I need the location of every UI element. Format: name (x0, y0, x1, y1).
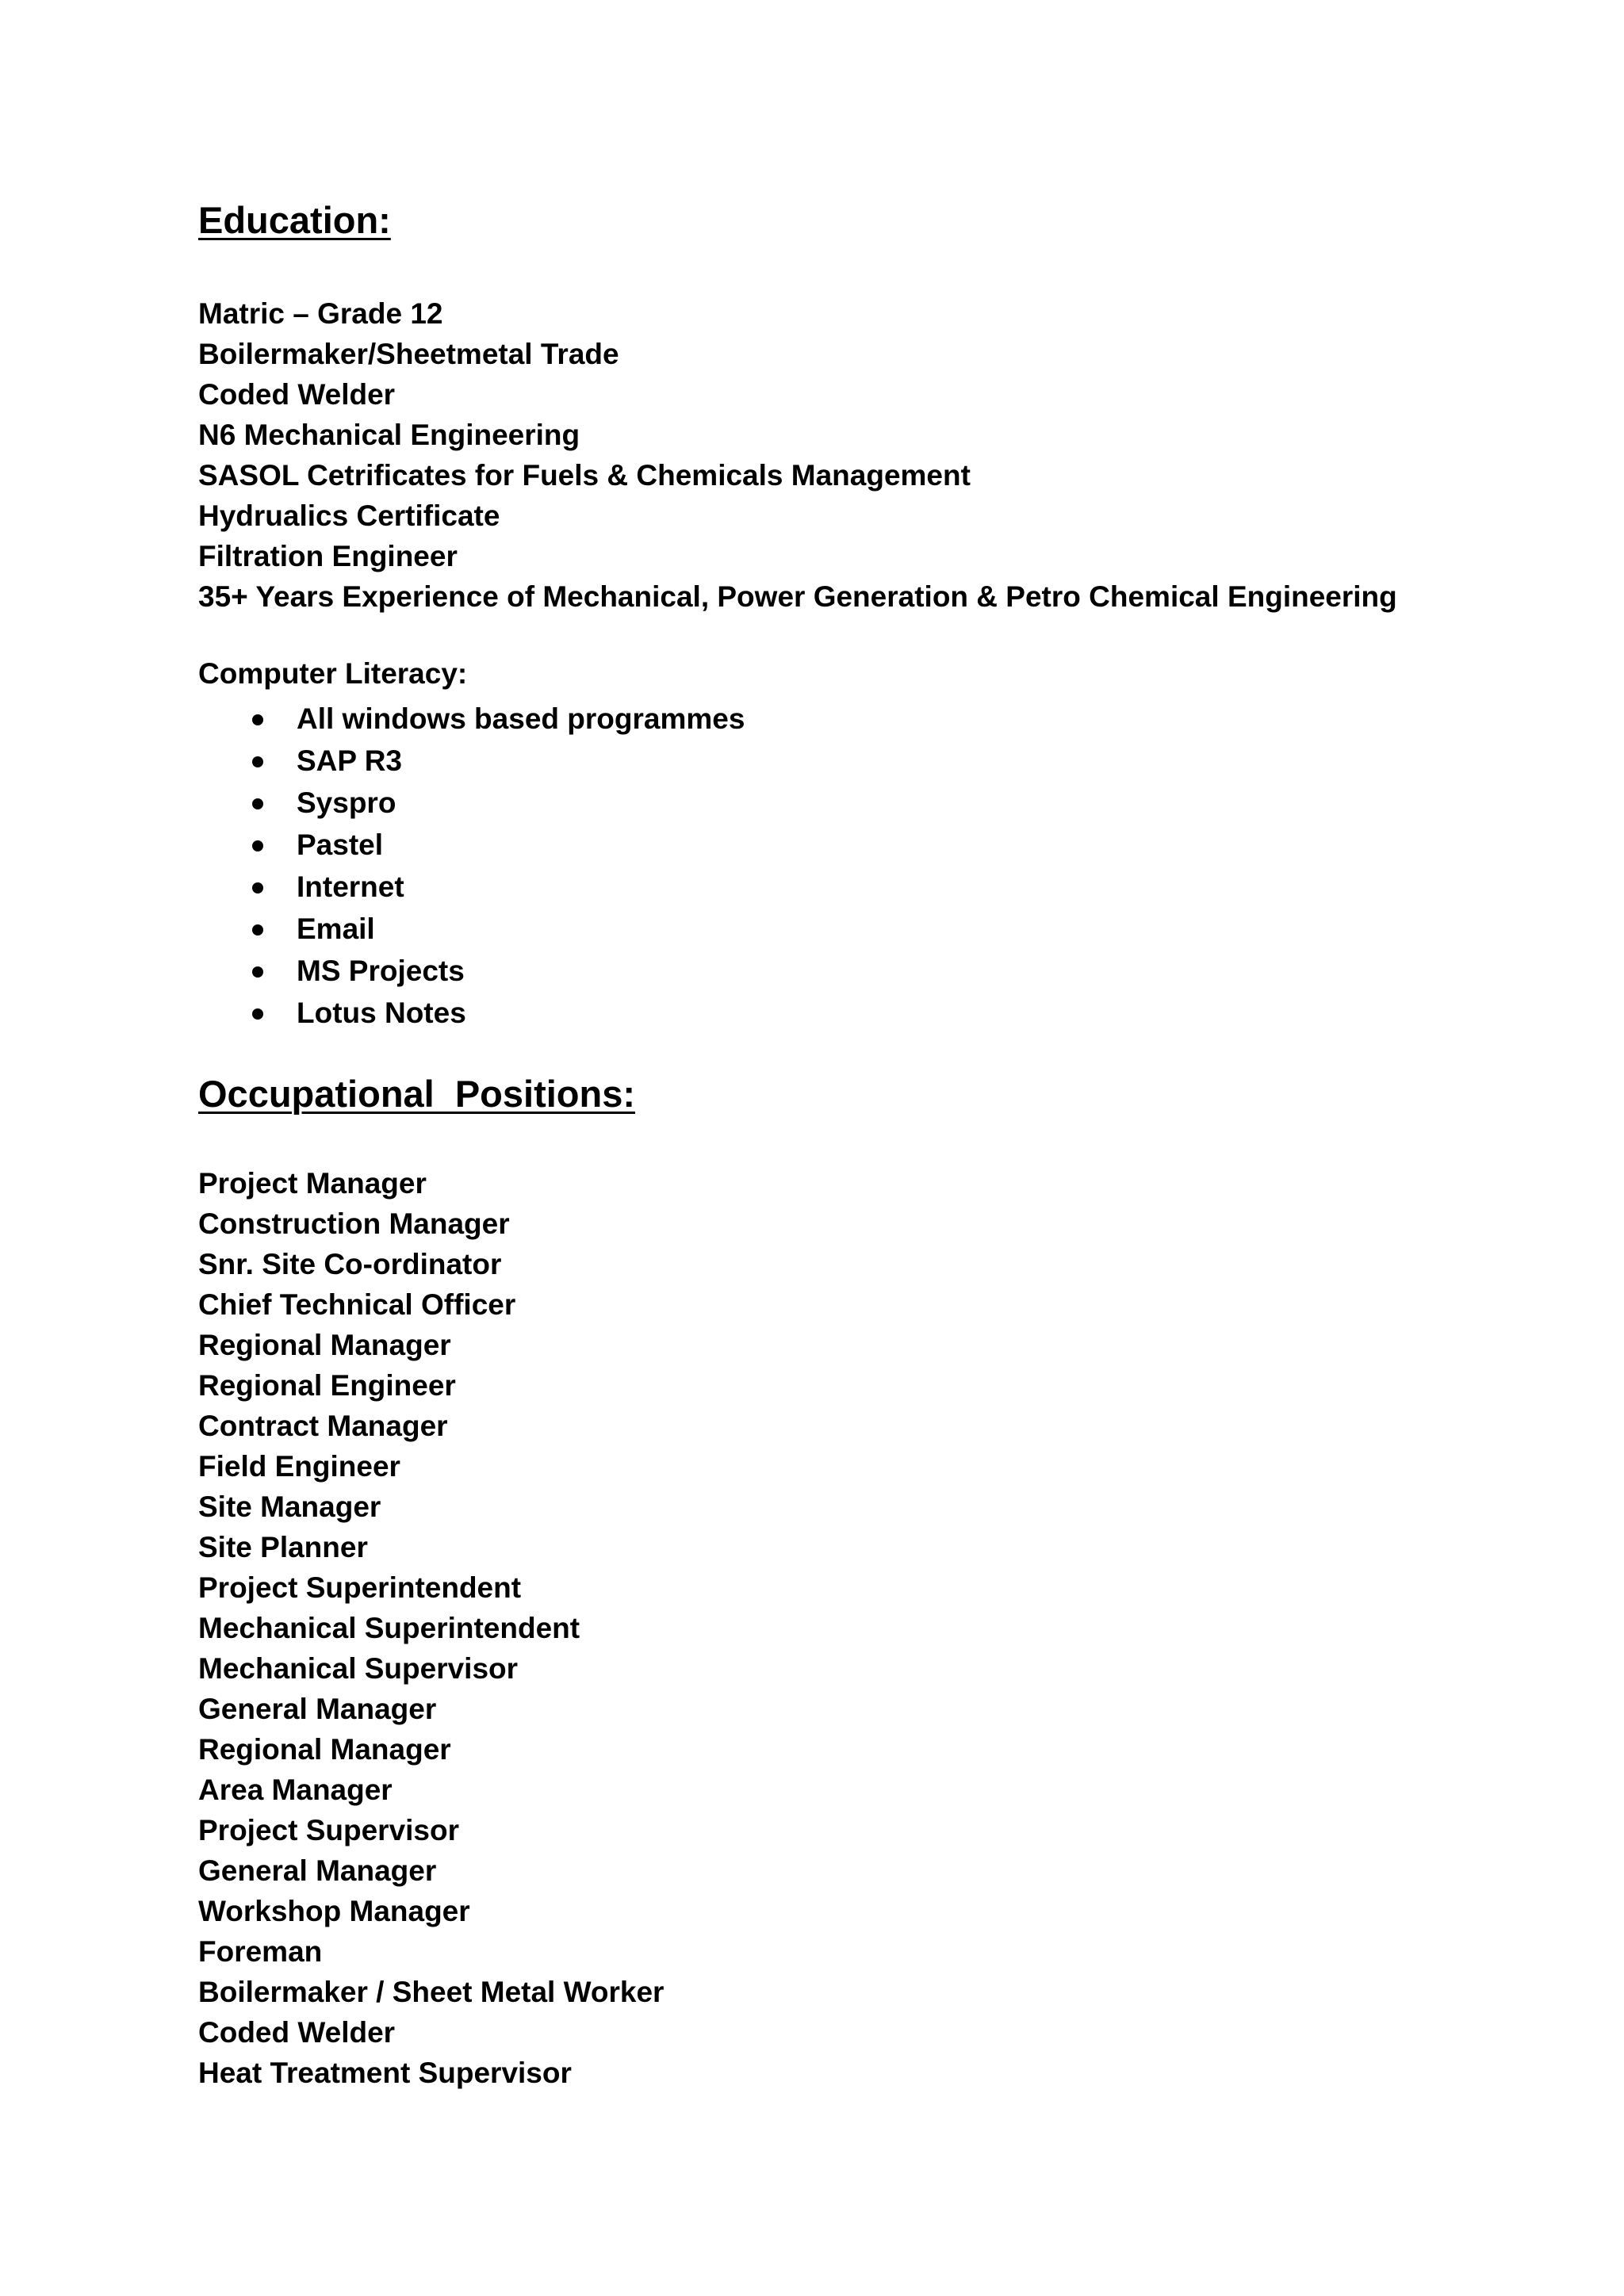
bullet-icon (252, 882, 263, 894)
position-item: Regional Manager (198, 1733, 451, 1766)
computer-literacy-item (198, 740, 745, 782)
bullet-icon (252, 798, 263, 809)
computer-literacy-item-label: Internet (297, 871, 404, 903)
computer-literacy-list (198, 698, 745, 1034)
position-item: Heat Treatment Supervisor (198, 2057, 572, 2089)
position-item: Regional Engineer (198, 1369, 456, 1402)
bullet-icon (252, 924, 263, 936)
position-item: Mechanical Superintendent (198, 1612, 580, 1644)
position-item: Workshop Manager (198, 1895, 470, 1927)
education-heading: Education: (198, 199, 391, 241)
computer-literacy-item-label: Syspro (297, 786, 396, 819)
education-item: Boilermaker/Sheetmetal Trade (198, 338, 619, 370)
computer-literacy-item (198, 698, 745, 740)
occupational-positions-heading: Occupational Positions: (198, 1073, 636, 1115)
position-item: Boilermaker / Sheet Metal Worker (198, 1976, 665, 2008)
position-item: Site Manager (198, 1490, 381, 1523)
position-item: Area Manager (198, 1774, 393, 1806)
computer-literacy-item-label: Email (297, 913, 375, 945)
bullet-icon (252, 756, 263, 767)
education-item: 35+ Years Experience of Mechanical, Power Generation & Petro Chemical Engineering (198, 580, 1397, 613)
position-item: General Manager (198, 1693, 437, 1725)
computer-literacy-item-label: MS Projects (297, 955, 465, 987)
bullet-icon (252, 1008, 263, 1020)
computer-literacy-item-label: SAP R3 (297, 744, 402, 777)
computer-literacy-item (198, 866, 745, 908)
position-item: Construction Manager (198, 1207, 510, 1240)
education-item: SASOL Cetrificates for Fuels & Chemicals Management (198, 459, 971, 492)
position-item: Project Manager (198, 1167, 427, 1200)
education-item: Filtration Engineer (198, 540, 458, 572)
position-item: Project Superintendent (198, 1571, 522, 1604)
computer-literacy-item (198, 950, 745, 992)
position-item: Foreman (198, 1935, 323, 1968)
position-item: Mechanical Supervisor (198, 1652, 519, 1685)
position-item: Regional Manager (198, 1329, 451, 1361)
education-item: Matric – Grade 12 (198, 297, 443, 330)
position-item: Site Planner (198, 1531, 368, 1563)
computer-literacy-item-label: Pastel (297, 828, 384, 861)
computer-literacy-item-label: All windows based programmes (297, 702, 745, 735)
education-item: Hydrualics Certificate (198, 499, 500, 532)
computer-literacy-item (198, 908, 745, 950)
computer-literacy-item (198, 992, 745, 1034)
position-item: Field Engineer (198, 1450, 400, 1483)
education-item: Coded Welder (198, 378, 396, 411)
position-item: Project Supervisor (198, 1814, 460, 1846)
computer-literacy-item-label: Lotus Notes (297, 997, 466, 1029)
position-item: Contract Manager (198, 1410, 448, 1442)
position-item: Snr. Site Co-ordinator (198, 1248, 502, 1280)
position-item: General Manager (198, 1854, 437, 1887)
occupational-positions-list (198, 1163, 664, 2093)
education-list (198, 293, 1397, 617)
position-item: Chief Technical Officer (198, 1288, 516, 1321)
computer-literacy-item (198, 782, 745, 824)
computer-literacy-item (198, 824, 745, 866)
bullet-icon (252, 966, 263, 978)
position-item: Coded Welder (198, 2016, 396, 2049)
education-item: N6 Mechanical Engineering (198, 419, 580, 451)
computer-literacy-label: Computer Literacy: (198, 657, 468, 690)
bullet-icon (252, 714, 263, 725)
bullet-icon (252, 840, 263, 851)
